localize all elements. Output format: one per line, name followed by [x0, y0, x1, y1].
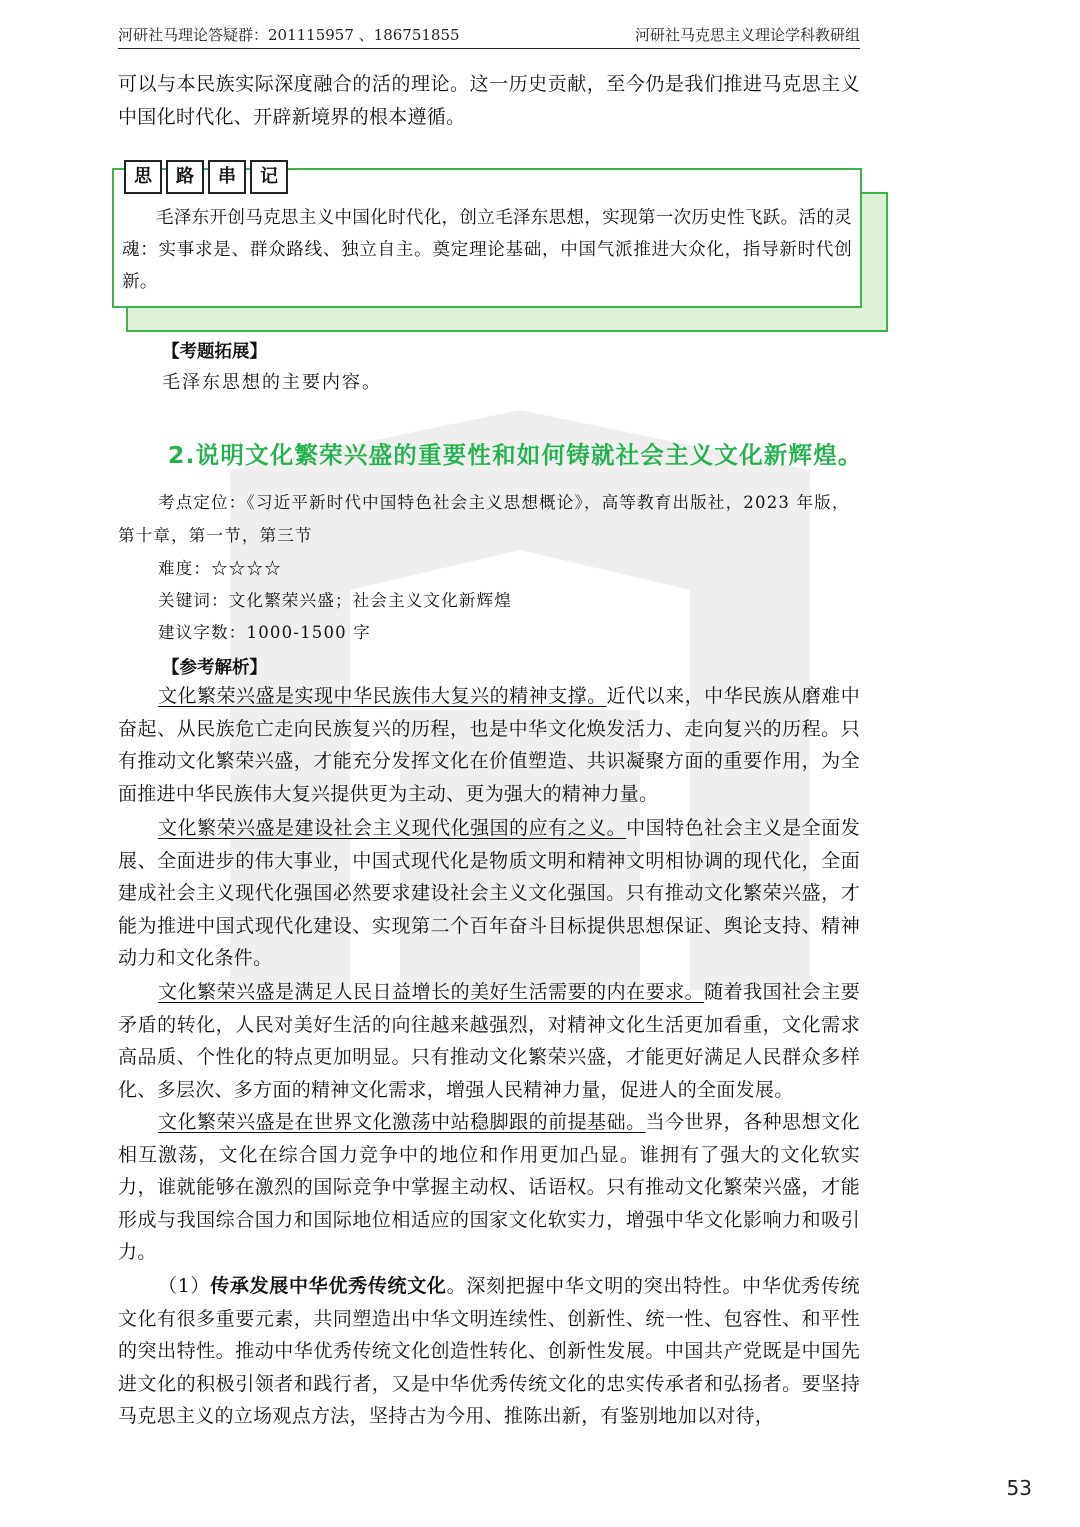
analysis-paragraph: [118, 812, 860, 975]
header-right: 河研社马克思主义理论学科教研组: [634, 26, 860, 44]
intro-paragraph: 可以与本民族实际深度融合的活的理论。这一历史贡献，至今仍是我们推进马克思主义中国化时代化、开辟新境界的根本遵循。: [118, 73, 860, 128]
analysis-paragraph: [118, 680, 860, 810]
analysis-title: 【参考解析】: [162, 658, 267, 678]
thinkbox: [112, 168, 862, 308]
paragraph-body: 当今世界，各种思想文化相互激荡，文化在综合国力竞争中的地位和作用更加凸显。谁拥有了强大的文化软实力，谁就能够在激烈的国际竞争中掌握主动权、话语权。只有推动文化繁荣兴盛，才能形成与我国综合国力和国际地位相适应的国家文化软实力，增强中华文化影响力和吸引力。: [118, 1111, 860, 1264]
item-lead: 传承发展中华优秀传统文化: [210, 1275, 447, 1297]
analysis-paragraph: [118, 1106, 860, 1269]
thinkbox-text: [122, 202, 852, 298]
item-number: （1）: [158, 1275, 211, 1297]
analysis-paragraph: [118, 976, 860, 1106]
page-number: 53: [1006, 1476, 1032, 1500]
thinkbox-tag: 串: [208, 160, 246, 194]
analysis-item-1: [118, 1270, 860, 1433]
paragraph-lead: 文化繁荣兴盛是满足人民日益增长的美好生活需要的内在要求。: [158, 981, 705, 1003]
extension-text: 毛泽东思想的主要内容。: [162, 372, 382, 393]
paragraph-lead: 文化繁荣兴盛是建设社会主义现代化强国的应有之义。: [158, 817, 627, 839]
thinkbox-tag: 路: [166, 160, 204, 194]
paragraph-lead: 文化繁荣兴盛是在世界文化激荡中站稳脚跟的前提基础。: [158, 1111, 646, 1133]
item-body: 。深刻把握中华文明的突出特性。中华优秀传统文化有很多重要元素，共同塑造出中华文明连续性、创新性、统一性、包容性、和平性的突出特性。推动中华优秀传统文化创造性转化、创新性发展。中国共产党既是中国先进文化的积极引领者和践行者，又是中华优秀传统文化的忠实传承者和弘扬者。要坚持马克思主义的立场观点方法，坚持古为今用、推陈出新，有鉴别地加以对待，: [118, 1275, 860, 1428]
paragraph-lead: 文化繁荣兴盛是实现中华民族伟大复兴的精神支撑。: [158, 685, 607, 707]
header-left: 河研社马理论答疑群：201115957 、186751855: [118, 26, 460, 44]
paragraph-body: 随着我国社会主要矛盾的转化，人民对美好生活的向往越来越强烈，对精神文化生活更加看重，文化需求高品质、个性化的特点更加明显。只有推动文化繁荣兴盛，才能更好满足人民群众多样化、多层次、多方面的精神文化需求，增强人民精神力量，促进人的全面发展。: [118, 981, 860, 1101]
extension-title: 【考题拓展】: [162, 342, 267, 362]
question-title: 2.说明文化繁荣兴盛的重要性和如何铸就社会主义文化新辉煌。: [168, 441, 863, 469]
paragraph-body: 近代以来，中华民族从磨难中奋起、从民族危亡走向民族复兴的历程，也是中华文化焕发活力、走向复兴的历程。只有推动文化繁荣兴盛，才能充分发挥文化在价值塑造、共识凝聚方面的重要作用，为全面推进中华民族伟大复兴提供更为主动、更为强大的精神力量。: [118, 685, 860, 805]
thinkbox-tag: 记: [250, 160, 288, 194]
paragraph-body: 中国特色社会主义是全面发展、全面进步的伟大事业，中国式现代化是物质文明和精神文明相协调的现代化，全面建成社会主义现代化强国必然要求建设社会主义文化强国。只有推动文化繁荣兴盛，才能为推进中国式现代化建设、实现第二个百年奋斗目标提供思想保证、舆论支持、精神动力和文化条件。: [118, 817, 861, 970]
question-location: 考点定位：《习近平新时代中国特色社会主义思想概论》，高等教育出版社，2023 年版，第十章，第一节，第三节: [118, 493, 850, 545]
page-header: [118, 22, 860, 49]
thinkbox-tags: [124, 160, 288, 194]
thinkbox-body: 毛泽东开创马克思主义中国化时代化，创立毛泽东思想，实现第一次历史性飞跃。活的灵魂：实事求是、群众路线、独立自主。奠定理论基础，中国气派推进大众化，指导新时代创新。: [122, 208, 852, 292]
question-keywords: 关键词：文化繁荣兴盛；社会主义文化新辉煌: [158, 591, 512, 610]
thinkbox-tag: 思: [124, 160, 162, 194]
question-wordcount: 建议字数：1000-1500 字: [158, 623, 372, 642]
question-difficulty: 难度：☆☆☆☆: [158, 559, 282, 578]
